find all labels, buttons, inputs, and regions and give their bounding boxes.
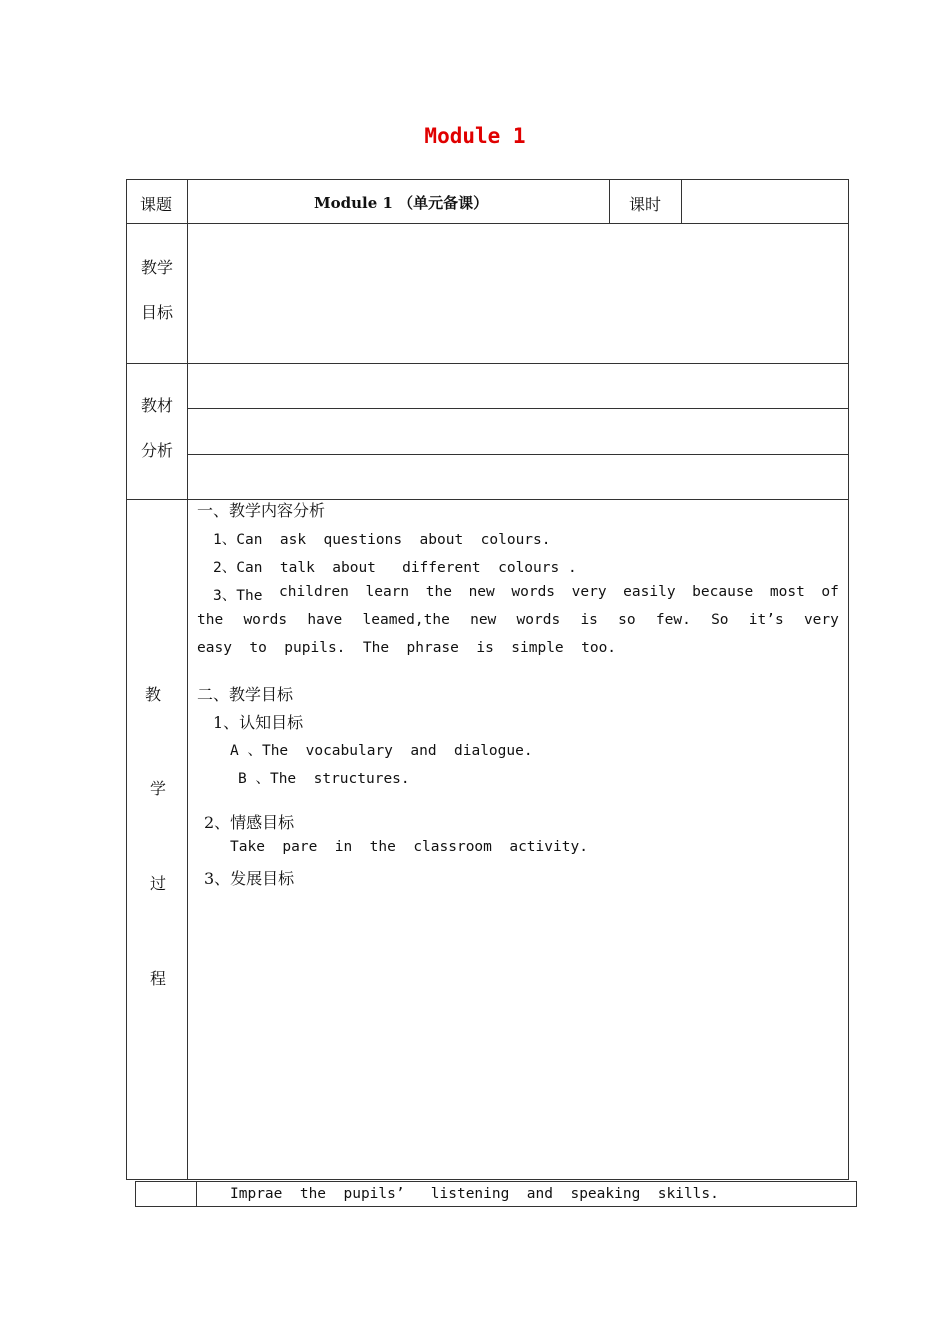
word: new	[468, 584, 495, 600]
word: words	[511, 584, 556, 600]
lesson-table	[126, 179, 849, 1180]
word: few.	[655, 612, 691, 628]
word: the	[425, 584, 452, 600]
word: so	[618, 612, 636, 628]
process-label-3: 过	[150, 874, 167, 893]
document-title: Module 1	[424, 124, 526, 148]
materials-label-2: 分析	[141, 441, 174, 460]
content-item-3-line-3: easy to pupils. The phrase is simple too.	[197, 640, 617, 656]
cognitive-b: B 、The structures.	[238, 771, 410, 787]
word: the	[197, 612, 224, 628]
goals-label-1: 教学	[141, 258, 174, 277]
section1-heading: 一、教学内容分析	[197, 501, 326, 520]
column-divider	[681, 179, 682, 223]
word: easily	[623, 584, 676, 600]
cognitive-a: A 、The vocabulary and dialogue.	[230, 743, 533, 759]
row-divider	[126, 223, 849, 224]
column-divider	[196, 1181, 197, 1207]
word: very	[803, 612, 839, 628]
development-heading: 3、发展目标	[204, 869, 295, 888]
content-item-3-line-2	[197, 612, 839, 628]
topic-value: Module 1 （单元备课）	[314, 194, 489, 212]
content-item-2: 2、Can talk about different colours .	[213, 560, 577, 576]
word: most	[769, 584, 805, 600]
cognitive-heading: 1、认知目标	[213, 713, 304, 732]
column-divider	[609, 179, 610, 223]
word: is	[580, 612, 598, 628]
materials-label-1: 教材	[141, 396, 174, 415]
word: leamed,the	[362, 612, 450, 628]
word: it’s	[748, 612, 784, 628]
word: very	[571, 584, 607, 600]
word: of	[821, 584, 839, 600]
footer-row-text: Imprae the pupils’ listening and speaking skills.	[230, 1186, 719, 1202]
emotion-heading: 2、情感目标	[204, 813, 295, 832]
row-divider	[188, 454, 849, 455]
word: new	[470, 612, 497, 628]
column-divider	[187, 179, 188, 1180]
word: words	[516, 612, 561, 628]
topic-label: 课题	[140, 195, 173, 214]
emotion-text: Take pare in the classroom activity.	[230, 839, 588, 855]
word: 3、The	[213, 588, 263, 604]
period-label: 课时	[629, 195, 662, 214]
word: have	[307, 612, 343, 628]
section2-heading: 二、教学目标	[197, 685, 294, 704]
process-label-2: 学	[150, 779, 167, 798]
goals-label-2: 目标	[141, 303, 174, 322]
process-label-1: 教	[145, 685, 162, 704]
row-divider	[188, 408, 849, 409]
content-item-3-line-1	[213, 584, 839, 605]
word: So	[711, 612, 729, 628]
content-item-1: 1、Can ask questions about colours.	[213, 532, 551, 548]
word: because	[692, 584, 754, 600]
word: words	[243, 612, 288, 628]
row-divider	[126, 363, 849, 364]
word: children	[279, 584, 349, 600]
word: learn	[365, 584, 410, 600]
process-label-4: 程	[150, 969, 167, 988]
